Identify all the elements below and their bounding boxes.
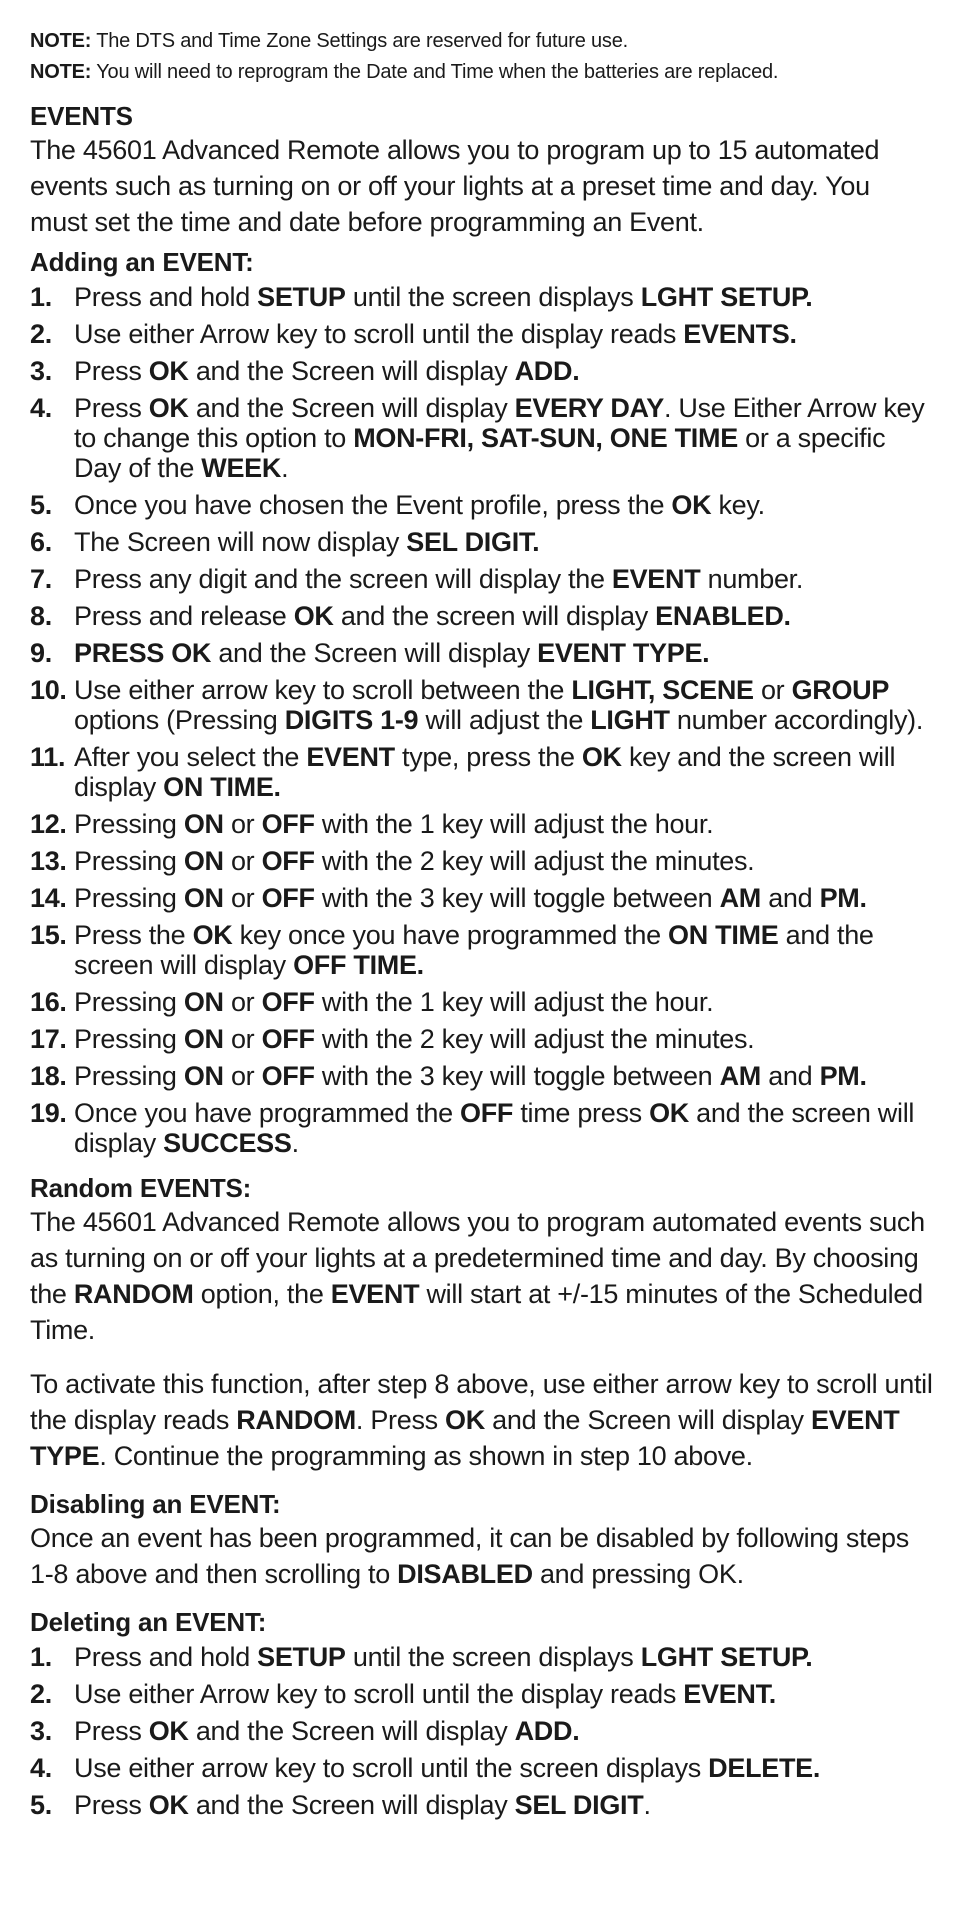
text-run: key once you have programmed the xyxy=(232,920,669,950)
adding-event-steps xyxy=(30,282,934,1158)
step-item xyxy=(30,1061,934,1091)
text-run: and the Screen will display xyxy=(188,1716,515,1746)
disabling-event-paragraph xyxy=(30,1520,934,1592)
step-number: 7. xyxy=(30,564,52,594)
step-number: 5. xyxy=(30,490,52,520)
step-item xyxy=(30,282,934,312)
text-run: time press xyxy=(513,1098,650,1128)
bold-term: EVERY DAY xyxy=(514,393,664,423)
note-dts xyxy=(30,26,934,57)
text-run: or xyxy=(223,883,262,913)
bold-term: SEL DIGIT. xyxy=(406,527,540,557)
step-item xyxy=(30,564,934,594)
text-run: and the Screen will display xyxy=(211,638,538,668)
text-run: or xyxy=(223,1061,262,1091)
bold-term: ON xyxy=(183,1061,224,1091)
text-run: Once you have chosen the Event profile, press the xyxy=(74,490,672,520)
bold-term: OK xyxy=(148,1790,189,1820)
step-number: 10. xyxy=(30,675,67,705)
bold-term: ON xyxy=(183,846,224,876)
text-run: key. xyxy=(711,490,765,520)
bold-term: EVENTS. xyxy=(683,319,797,349)
step-text xyxy=(74,1716,934,1746)
step-item xyxy=(30,356,934,386)
step-number: 18. xyxy=(30,1061,67,1091)
bold-term: LIGHT xyxy=(590,705,670,735)
bold-term: OK xyxy=(671,490,712,520)
text-run: Pressing xyxy=(74,1061,184,1091)
step-item xyxy=(30,319,934,349)
step-number: 4. xyxy=(30,393,52,423)
bold-term: LIGHT, SCENE xyxy=(571,675,754,705)
step-text xyxy=(74,1790,934,1820)
bold-term: DELETE. xyxy=(708,1753,821,1783)
step-text xyxy=(74,1061,934,1091)
text-run: and the screen will display xyxy=(333,601,656,631)
bold-term: ON xyxy=(183,987,224,1017)
text-run: After you select the xyxy=(74,742,307,772)
text-run: key and the screen will display xyxy=(74,742,896,802)
text-run: Press and release xyxy=(74,601,294,631)
text-run: Use either arrow key to scroll until the screen displays xyxy=(74,1753,709,1783)
bold-term: EVENT xyxy=(611,564,701,594)
text-run: Press and hold xyxy=(74,282,258,312)
step-number: 14. xyxy=(30,883,67,913)
bold-term: ON TIME xyxy=(668,920,779,950)
bold-term: DISABLED xyxy=(397,1559,533,1589)
step-number: 13. xyxy=(30,846,67,876)
step-item xyxy=(30,846,934,876)
step-number: 11. xyxy=(30,742,66,772)
text-run: Use either arrow key to scroll between the xyxy=(74,675,572,705)
text-run: Press xyxy=(74,393,149,423)
text-run: with the 1 key will adjust the hour. xyxy=(314,809,714,839)
step-item xyxy=(30,1024,934,1054)
step-item xyxy=(30,1098,934,1158)
text-run: To activate this function, after step 8 above, use either arrow key to scroll until the display reads xyxy=(30,1369,933,1435)
bold-term: ADD. xyxy=(514,356,580,386)
bold-term: OFF xyxy=(460,1098,514,1128)
step-text xyxy=(74,675,934,735)
notes-block xyxy=(30,26,934,88)
random-activate-paragraph xyxy=(30,1366,934,1474)
bold-term: AM xyxy=(719,883,761,913)
text-run: or xyxy=(223,1024,262,1054)
text-run: . Continue the programming as shown in step 10 above. xyxy=(99,1441,753,1471)
text-run: and the Screen will display xyxy=(188,356,515,386)
bold-term: ADD. xyxy=(514,1716,580,1746)
step-item xyxy=(30,987,934,1017)
text-run: Press xyxy=(74,356,149,386)
events-heading: EVENTS xyxy=(30,101,133,131)
text-run: . Use Either Arrow key to change this option to xyxy=(74,393,925,453)
bold-term: LGHT SETUP. xyxy=(640,1642,813,1672)
bold-term: ON xyxy=(183,809,224,839)
text-run: option, the xyxy=(193,1279,331,1309)
random-events-heading: Random EVENTS: xyxy=(30,1173,252,1203)
text-run: and the screen will display xyxy=(74,920,874,980)
bold-term: RANDOM xyxy=(236,1405,356,1435)
text-run: will start at +/-15 minutes of the Scheduled Time. xyxy=(30,1279,923,1345)
step-number: 3. xyxy=(30,356,52,386)
step-number: 6. xyxy=(30,527,52,557)
bold-term: PM. xyxy=(819,883,867,913)
bold-term: WEEK xyxy=(201,453,282,483)
text-run: with the 1 key will adjust the hour. xyxy=(314,987,714,1017)
step-text xyxy=(74,742,934,802)
text-run: or xyxy=(223,987,262,1017)
step-item xyxy=(30,883,934,913)
step-item xyxy=(30,675,934,735)
step-item xyxy=(30,1790,934,1820)
step-text xyxy=(74,393,934,483)
bold-term: OK xyxy=(445,1405,485,1435)
bold-term: LGHT SETUP. xyxy=(640,282,813,312)
bold-term: OFF xyxy=(261,1024,315,1054)
text-run: . xyxy=(291,1128,299,1158)
events-intro: The 45601 Advanced Remote allows you to program up to 15 automated events such as turning on or off your lights at a preset time and day. You must set the time and date before programming an Event. xyxy=(30,135,880,237)
text-run: Pressing xyxy=(74,883,184,913)
step-item xyxy=(30,742,934,802)
step-text xyxy=(74,319,934,349)
bold-term: OK xyxy=(148,393,189,423)
bold-term: OK xyxy=(148,1716,189,1746)
text-run: number accordingly). xyxy=(669,705,924,735)
text-run: . xyxy=(643,1790,651,1820)
step-text xyxy=(74,638,934,668)
note-batteries xyxy=(30,57,934,88)
text-run: until the screen displays xyxy=(345,282,641,312)
text-run: Press the xyxy=(74,920,193,950)
step-text xyxy=(74,846,934,876)
step-text xyxy=(74,564,934,594)
note-label: NOTE: xyxy=(30,30,92,52)
bold-term: OFF xyxy=(261,883,315,913)
text-run: and the screen will display xyxy=(74,1098,915,1158)
bold-term: EVENT xyxy=(330,1279,420,1309)
step-number: 15. xyxy=(30,920,67,950)
text-run: . xyxy=(281,453,289,483)
text-run: and the Screen will display xyxy=(188,1790,515,1820)
bold-term: OFF xyxy=(261,987,315,1017)
text-run: Pressing xyxy=(74,1024,184,1054)
bold-term: OFF xyxy=(261,1061,315,1091)
text-run: Once you have programmed the xyxy=(74,1098,461,1128)
text-run: number. xyxy=(700,564,804,594)
step-text xyxy=(74,356,934,386)
bold-term: EVENT TYPE xyxy=(30,1405,900,1471)
step-text xyxy=(74,1098,934,1158)
bold-term: ON xyxy=(183,1024,224,1054)
step-number: 8. xyxy=(30,601,52,631)
step-text xyxy=(74,527,934,557)
step-number: 19. xyxy=(30,1098,67,1128)
note-text: The DTS and Time Zone Settings are reserved for future use. xyxy=(91,30,629,52)
step-number: 5. xyxy=(30,1790,52,1820)
bold-term: OK xyxy=(148,356,189,386)
text-run: type, press the xyxy=(394,742,582,772)
step-number: 1. xyxy=(30,282,52,312)
step-number: 3. xyxy=(30,1716,52,1746)
text-run: with the 3 key will toggle between xyxy=(314,883,720,913)
bold-term: MON-FRI, SAT-SUN, ONE TIME xyxy=(353,423,738,453)
bold-term: EVENT. xyxy=(683,1679,777,1709)
disabling-event-heading: Disabling an EVENT: xyxy=(30,1489,281,1519)
text-run: and the Screen will display xyxy=(484,1405,811,1435)
text-run: . Press xyxy=(355,1405,446,1435)
step-item xyxy=(30,1753,934,1783)
step-text xyxy=(74,987,934,1017)
text-run: Use either Arrow key to scroll until the display reads xyxy=(74,1679,684,1709)
bold-term: OK xyxy=(293,601,334,631)
text-run: Press and hold xyxy=(74,1642,258,1672)
text-run: or xyxy=(223,809,262,839)
step-item xyxy=(30,393,934,483)
step-item xyxy=(30,1642,934,1672)
bold-term: EVENT xyxy=(306,742,395,772)
step-number: 2. xyxy=(30,1679,52,1709)
text-run: will adjust the xyxy=(418,705,591,735)
step-number: 2. xyxy=(30,319,52,349)
step-item xyxy=(30,920,934,980)
bold-term: SETUP xyxy=(257,1642,346,1672)
step-text xyxy=(74,1642,934,1672)
text-run: Press xyxy=(74,1716,149,1746)
text-run: and xyxy=(761,1061,820,1091)
step-number: 1. xyxy=(30,1642,52,1672)
step-item xyxy=(30,809,934,839)
text-run: options (Pressing xyxy=(74,705,285,735)
step-number: 17. xyxy=(30,1024,67,1054)
text-run: until the screen displays xyxy=(345,1642,641,1672)
bold-term: SEL DIGIT xyxy=(514,1790,644,1820)
step-item xyxy=(30,601,934,631)
bold-term: AM xyxy=(719,1061,761,1091)
step-number: 16. xyxy=(30,987,67,1017)
bold-term: RANDOM xyxy=(73,1279,194,1309)
bold-term: SUCCESS xyxy=(163,1128,292,1158)
bold-term: OFF xyxy=(261,809,315,839)
step-text xyxy=(74,1679,934,1709)
step-number: 9. xyxy=(30,638,52,668)
bold-term: OK xyxy=(649,1098,689,1128)
step-item xyxy=(30,527,934,557)
bold-term: SETUP xyxy=(257,282,346,312)
bold-term: GROUP xyxy=(791,675,890,705)
bold-term: PM. xyxy=(819,1061,867,1091)
deleting-event-steps xyxy=(30,1642,934,1820)
text-run: Use either Arrow key to scroll until the display reads xyxy=(74,319,684,349)
bold-term: OFF TIME. xyxy=(293,950,424,980)
step-item xyxy=(30,638,934,668)
deleting-event-heading: Deleting an EVENT: xyxy=(30,1607,267,1637)
text-run: Pressing xyxy=(74,987,184,1017)
step-item xyxy=(30,1679,934,1709)
bold-term: ON xyxy=(183,883,224,913)
step-text xyxy=(74,490,934,520)
text-run: or xyxy=(753,675,792,705)
step-text xyxy=(74,282,934,312)
text-run: Pressing xyxy=(74,846,184,876)
step-text xyxy=(74,601,934,631)
step-number: 12. xyxy=(30,809,67,839)
bold-term: OK xyxy=(581,742,622,772)
bold-term: DIGITS 1-9 xyxy=(284,705,419,735)
bold-term: OFF xyxy=(261,846,315,876)
text-run: Pressing xyxy=(74,809,184,839)
step-text xyxy=(74,920,934,980)
text-run: The Screen will now display xyxy=(74,527,407,557)
text-run: and the Screen will display xyxy=(188,393,515,423)
bold-term: OK xyxy=(192,920,233,950)
text-run: or xyxy=(223,846,262,876)
step-item xyxy=(30,490,934,520)
random-events-paragraph xyxy=(30,1204,934,1348)
bold-term: ON TIME. xyxy=(163,772,281,802)
text-run: and pressing OK. xyxy=(532,1559,744,1589)
text-run: and xyxy=(761,883,820,913)
step-text xyxy=(74,809,934,839)
text-run: with the 2 key will adjust the minutes. xyxy=(314,1024,755,1054)
note-text: You will need to reprogram the Date and Time when the batteries are replaced. xyxy=(91,61,779,83)
text-run: Once an event has been programmed, it can be disabled by following steps 1-8 above and then scrolling to xyxy=(30,1523,909,1589)
step-text xyxy=(74,1753,934,1783)
step-number: 4. xyxy=(30,1753,52,1783)
step-text xyxy=(74,883,934,913)
note-label: NOTE: xyxy=(30,61,92,83)
step-text xyxy=(74,1024,934,1054)
text-run: Press xyxy=(74,1790,149,1820)
text-run: Press any digit and the screen will display the xyxy=(74,564,612,594)
adding-event-heading: Adding an EVENT: xyxy=(30,247,254,277)
bold-term: ENABLED. xyxy=(655,601,791,631)
step-item xyxy=(30,1716,934,1746)
text-run: The 45601 Advanced Remote allows you to program automated events such as turning on or off your lights at a predetermined time and day. By choosing the xyxy=(30,1207,925,1309)
text-run: with the 2 key will adjust the minutes. xyxy=(314,846,755,876)
text-run: with the 3 key will toggle between xyxy=(314,1061,720,1091)
text-run: or a specific Day of the xyxy=(74,423,886,483)
bold-term: EVENT TYPE. xyxy=(537,638,710,668)
bold-term: PRESS OK xyxy=(74,638,212,668)
